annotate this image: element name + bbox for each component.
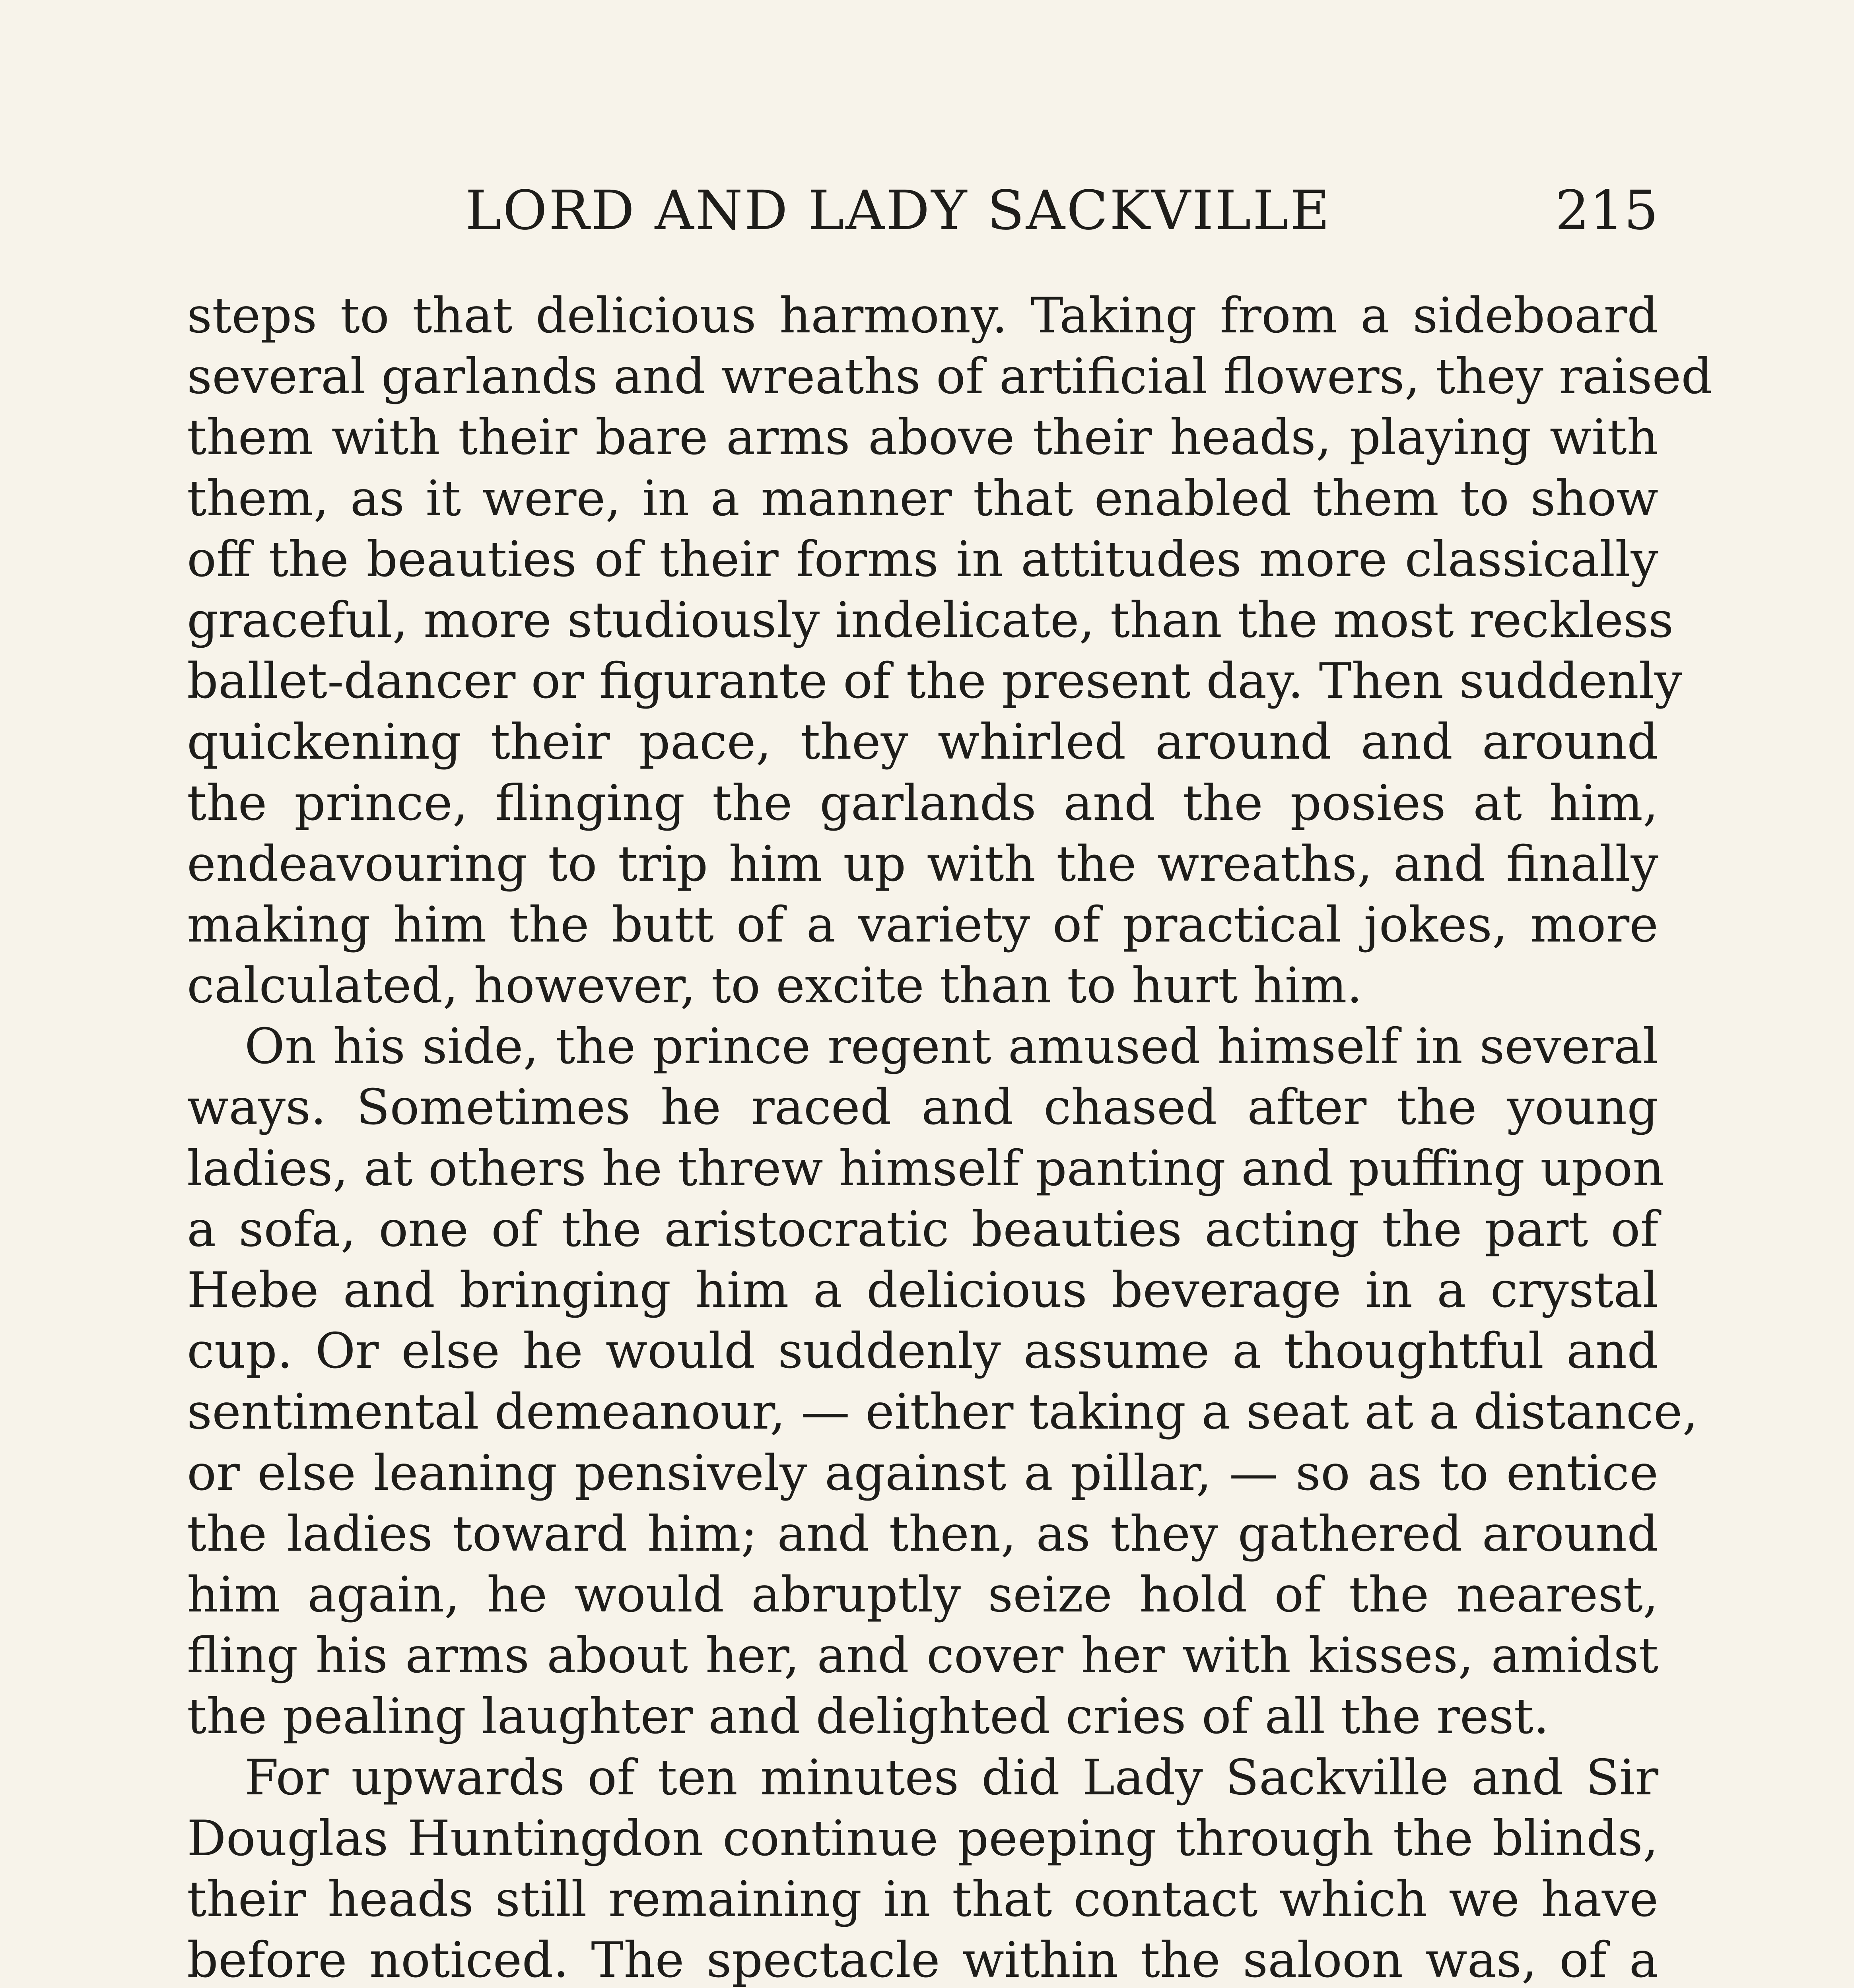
text-line: the pealing laughter and delighted cries of all the rest. (187, 1688, 1549, 1745)
text-line: sentimental demeanour, — either taking a seat at a distance, (187, 1384, 1698, 1441)
text-line: Hebe and bringing him a delicious beverage in a crystal (187, 1262, 1658, 1319)
text-line: Douglas Huntingdon continue peeping through the blinds, (187, 1810, 1658, 1867)
text-line: cup. Or else he would suddenly assume a thoughtful and (187, 1323, 1658, 1380)
text-line: fling his arms about her, and cover her with kisses, amidst (187, 1627, 1658, 1685)
text-line: them, as it were, in a manner that enabled them to show (187, 470, 1658, 527)
paragraph-start-line: For upwards of ten minutes did Lady Sackville and Sir (245, 1749, 1658, 1806)
text-line: quickening their pace, they whirled around and around (187, 714, 1658, 771)
body-text (187, 285, 1712, 1988)
paragraph-start-line: On his side, the prince regent amused himself in several (245, 1018, 1658, 1076)
text-line: endeavouring to trip him up with the wreaths, and finally (187, 835, 1658, 893)
text-line: him again, he would abruptly seize hold of the nearest, (187, 1566, 1658, 1623)
text-line: graceful, more studiously indelicate, than the most reckless (187, 592, 1674, 649)
text-line: ballet-dancer or figurante of the present day. Then suddenly (187, 653, 1682, 710)
text-line: the prince, flinging the garlands and the posies at him, (187, 775, 1658, 832)
text-line: a sofa, one of the aristocratic beauties acting the part of (187, 1201, 1658, 1258)
page-number: 215 (1555, 179, 1658, 242)
running-head (187, 171, 1658, 250)
text-line: ways. Sometimes he raced and chased after the young (187, 1079, 1658, 1136)
text-line: before noticed. The spectacle within the saloon was, of a (187, 1932, 1658, 1988)
text-line: or else leaning pensively against a pillar, — so as to entice (187, 1444, 1658, 1502)
text-line: off the beauties of their forms in attitudes more classically (187, 531, 1658, 588)
text-line: steps to that delicious harmony. Taking from a sideboard (187, 287, 1658, 344)
text-line: them with their bare arms above their heads, playing with (187, 409, 1658, 466)
text-line: ladies, at others he threw himself panting and puffing upon (187, 1140, 1664, 1197)
running-title: LORD AND LADY SACKVILLE (465, 179, 1331, 242)
text-line: the ladies toward him; and then, as they gathered around (187, 1505, 1658, 1563)
text-line: calculated, however, to excite than to hurt him. (187, 957, 1362, 1015)
text-line: several garlands and wreaths of artificial flowers, they raised (187, 348, 1712, 406)
text-line: making him the butt of a variety of practical jokes, more (187, 896, 1658, 953)
text-line: their heads still remaining in that contact which we have (187, 1871, 1658, 1928)
